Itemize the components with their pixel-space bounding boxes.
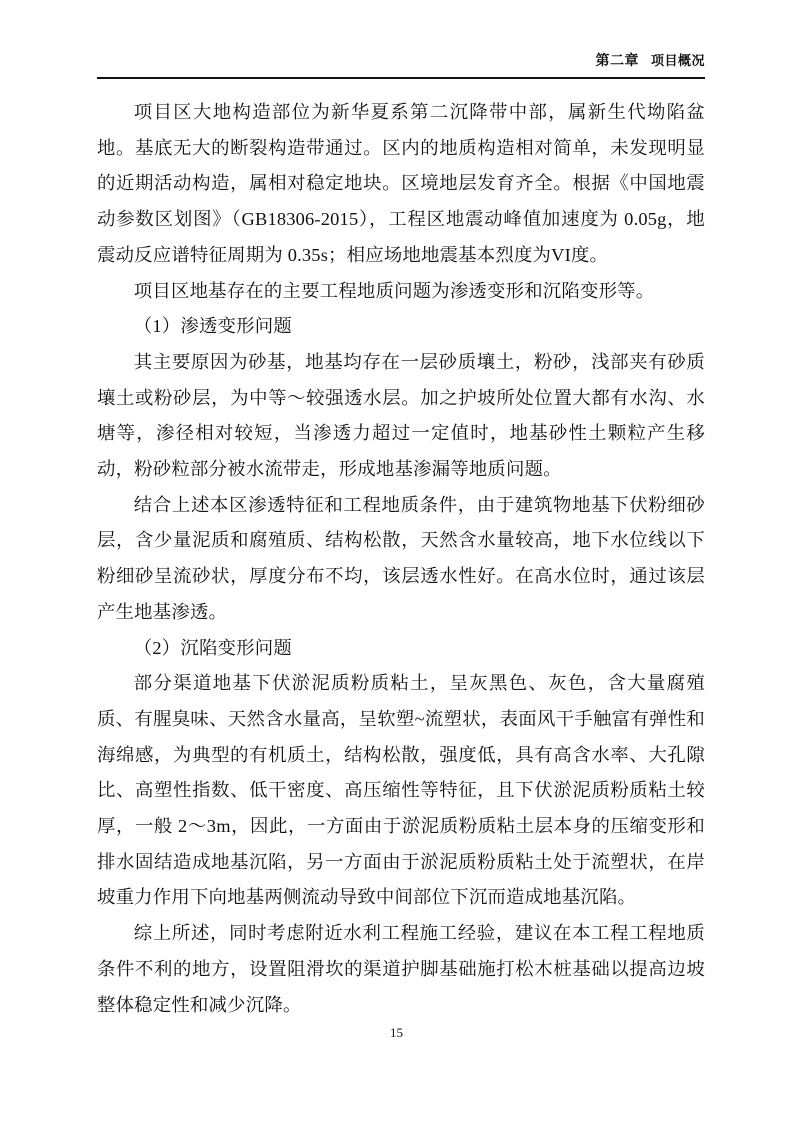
paragraph-main-problems: 项目区地基存在的主要工程地质问题为渗透变形和沉陷变形等。 bbox=[133, 280, 655, 301]
paragraph-tectonic-setting: 项目区大地构造部位为新华夏系第二沉降带中部，属新生代坳陷盆地。基底无大的断裂构造带通过。区内的地质构造相对简单，未发现明显的近期活动构造，属相对稳定地块。区境地层发育齐全。根据《中国地震动参数区划图》（GB18306-2015），工程区地震动峰值加速度为 0.05g，地震动反应谱特征周期为 0.35s；相应场地地震基本烈度为VI度。 bbox=[97, 102, 705, 265]
paragraph-subsidence-cause: 部分渠道地基下伏淤泥质粉质粘土，呈灰黑色、灰色，含大量腐殖质、有腥臭味、天然含水量高，呈软塑~流塑状，表面风干手触富有弹性和海绵感，为典型的有机质土，结构松散，强度低，具有高含水率、大孔隙比、高塑性指数、低干密度、高压缩性等特征，且下伏淤泥质粉质粘土较厚，一般 2～3m，因此，一方面由于淤泥质粉质粘土层本身的压缩变形和排水固结造成地基沉陷，另一方面由于淤泥质粉质粘土处于流塑状，在岸坡重力作用下向地基两侧流动导致中间部位下沉而造成地基沉陷。 bbox=[97, 673, 705, 908]
header-chapter-label: 第二章 bbox=[595, 54, 639, 69]
paragraph-seepage-cause: 其主要原因为砂基，地基均存在一层砂质壤土，粉砂，浅部夹有砂质壤土或粉砂层，为中等～较强透水层。加之护坡所处位置大都有水沟、水塘等，渗径相对较短，当渗透力超过一定值时，地基砂性土颗粒产生移动，粉砂粒部分被水流带走，形成地基渗漏等地质问题。 bbox=[97, 351, 705, 480]
running-header bbox=[97, 52, 705, 71]
document-body bbox=[97, 95, 705, 1023]
heading-seepage-deformation: （1）渗透变形问题 bbox=[133, 316, 292, 337]
heading-subsidence-deformation: （2）沉陷变形问题 bbox=[133, 637, 292, 658]
paragraph-conclusion: 综上所述，同时考虑附近水利工程施工经验，建议在本工程工程地质条件不利的地方，设置阻滑坎的渠道护脚基础施打松木桩基础以提高边坡整体稳定性和减少沉降。 bbox=[97, 923, 705, 1015]
paragraph-seepage-conditions: 结合上述本区渗透特征和工程地质条件，由于建筑物地基下伏粉细砂层，含少量泥质和腐殖质、结构松散，天然含水量较高，地下水位线以下粉细砂呈流砂状，厚度分布不均，该层透水性好。在高水位时，通过该层产生地基渗透。 bbox=[97, 494, 705, 622]
header-section-label: 项目概况 bbox=[650, 53, 705, 68]
page-number: 15 bbox=[390, 1025, 403, 1040]
header-divider-rule bbox=[97, 77, 705, 79]
